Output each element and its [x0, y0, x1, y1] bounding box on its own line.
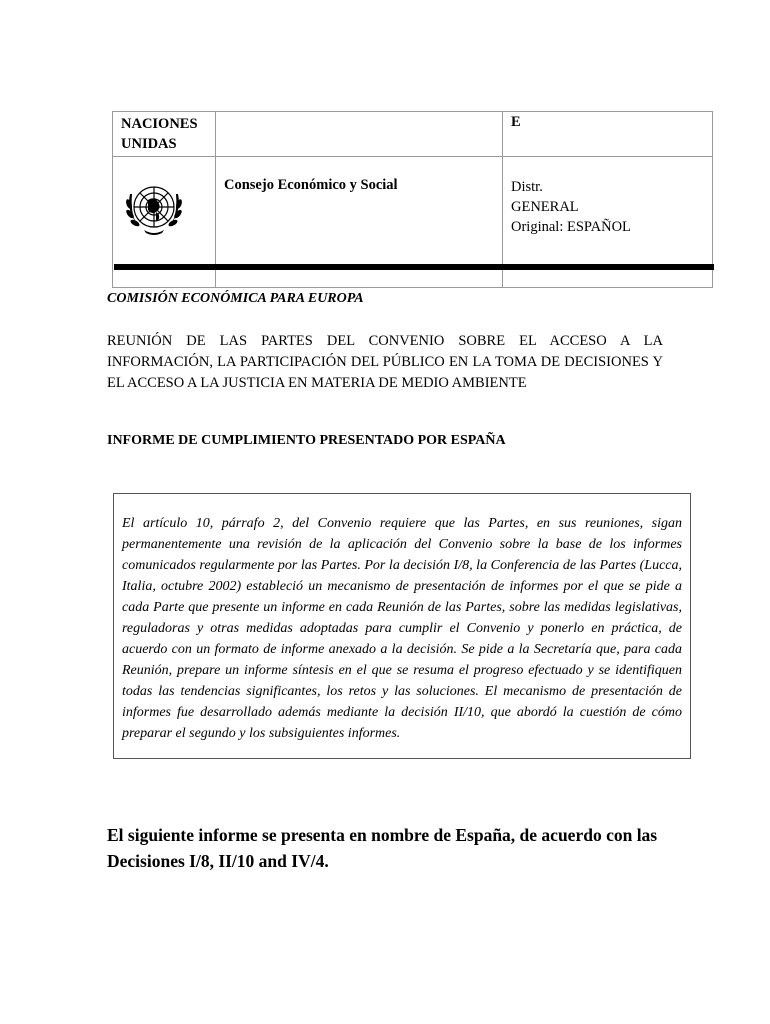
un-emblem-icon	[118, 174, 190, 244]
report-title: INFORME DE CUMPLIMIENTO PRESENTADO POR ESPAÑA	[107, 433, 506, 448]
symbol-cell	[503, 112, 713, 157]
header-rule	[114, 264, 714, 270]
distr-label: Distr.	[511, 179, 543, 195]
council-name: Consejo Económico y Social	[224, 177, 398, 193]
org-name-cell	[113, 112, 216, 157]
meeting-title: REUNIÓN DE LAS PARTES DEL CONVENIO SOBRE EL ACCESO A LA INFORMACIÓN, LA PARTICIPACIÓN DEL PÚBLICO EN LA TOMA DE DECISIONES Y EL ACCESO A LA JUSTICIA EN MATERIA DE MEDIO AMBIENTE	[107, 333, 663, 391]
distr-general: GENERAL	[511, 199, 579, 215]
document-header	[112, 111, 713, 288]
commission-name: COMISIÓN ECONÓMICA PARA EUROPA	[107, 291, 364, 306]
org-name-line1: NACIONES	[121, 116, 198, 132]
empty-cell	[216, 112, 503, 157]
distr-original: Original: ESPAÑOL	[511, 219, 631, 235]
summary-text: El artículo 10, párrafo 2, del Convenio requiere que las Partes, en sus reuniones, sigan permanentemente una revisión de la aplicación del Convenio sobre la base de los informes comunicados regularmente por las Partes. Por la decisión I/8, la Conferencia de las Partes (Lucca, Italia, octubre 2002) estableció un mecanismo de presentación de informes por el que se pide a cada Parte que presente un informe en cada Reunión de las Partes, sobre las medidas legislativas, reguladoras y otras medidas adoptadas para cumplir el Convenio y ponerlo en práctica, de acuerdo con un formato de informe anexado a la decisión. Se pide a la Secretaría que, para cada Reunión, prepare un informe síntesis en el que se resuma el progreso efectuado y se identifiquen todas las tendencias significantes, los retos y las soluciones. El mecanismo de presentación de informes fue desarrollado además mediante la decisión II/10, que abordó la cuestión de cómo preparar el segundo y los subsiguientes informes.	[122, 516, 682, 741]
report-statement: El siguiente informe se presenta en nombre de España, de acuerdo con las Decisiones I/8, II/10 and IV/4.	[107, 825, 658, 871]
summary-box	[113, 493, 691, 759]
org-name-line2: UNIDAS	[121, 136, 177, 152]
document-symbol: E	[511, 114, 521, 130]
